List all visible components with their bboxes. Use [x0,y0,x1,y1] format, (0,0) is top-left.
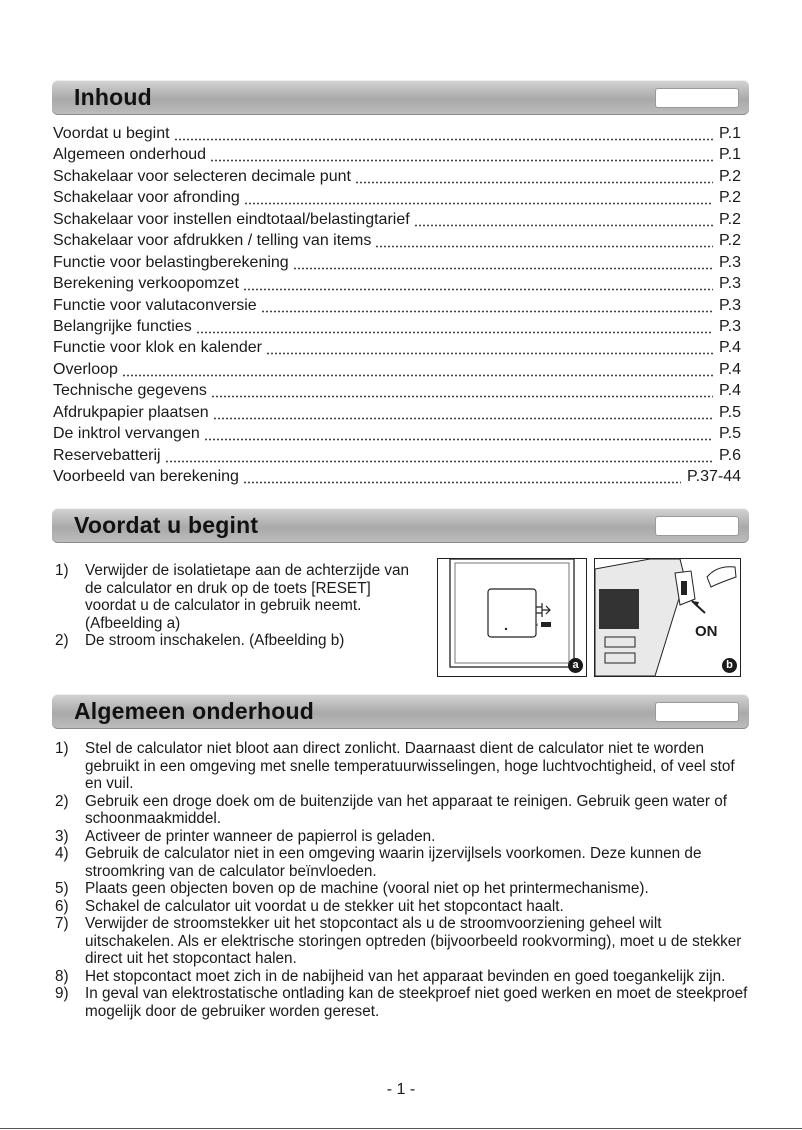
toc-entry-page: P.37-44 [687,468,741,485]
toc-entry-label: Schakelaar voor instellen eindtotaal/belastingtarief [53,210,410,228]
toc-dot-leader [375,230,713,251]
figure-a-badge: a [568,658,583,673]
toc-entry[interactable] [53,166,741,187]
on-label: ON [695,623,718,640]
bottom-divider [0,1128,802,1129]
toc-entry[interactable] [53,209,741,230]
list-item [55,632,425,650]
before-header-bar [52,508,749,543]
list-item-number: 4) [55,845,69,862]
toc-dot-leader [266,337,713,358]
calculator-power-switch-illustration [595,559,740,676]
toc-entry-page: P.3 [719,296,741,314]
list-item [55,828,750,846]
list-item-text: Schakel de calculator uit voordat u de stekker uit het stopcontact haalt. [85,897,564,915]
before-title: Voordat u begint [74,512,259,538]
toc-entry[interactable] [53,466,741,487]
page-number: - 1 - [386,1081,416,1098]
toc-entry-label: Belangrijke functies [53,317,192,335]
toc-entry-page: P.2 [719,232,741,250]
list-item [55,968,750,986]
table-of-contents [53,123,741,487]
toc-dot-leader [165,445,713,466]
list-item-text: Stel de calculator niet bloot aan direct zonlicht. Daarnaast dient de calculator niet te worden gebruikt in een omgeving met snelle temperatuurwisselingen, hoge luchtvochtigheid, of veel stof en vuil. [85,740,735,792]
toc-entry-label: Afdrukpapier plaatsen [53,403,209,421]
maintenance-header-bar [52,694,749,729]
toc-entry-page: P.3 [719,253,741,271]
toc-entry[interactable] [53,144,741,165]
toc-dot-leader [213,402,713,423]
header-tab [655,516,739,536]
list-item-number: 3) [55,827,69,845]
toc-entry[interactable] [53,359,741,380]
list-item [55,898,750,916]
contents-header-bar [52,80,749,115]
toc-entry-page: P.2 [719,167,741,185]
toc-dot-leader [243,273,713,294]
toc-entry-page: P.3 [719,275,741,293]
toc-dot-leader [243,466,681,487]
list-item [55,880,750,898]
toc-entry[interactable] [53,445,741,466]
list-item-text: Activeer de printer wanneer de papierrol is geladen. [85,827,436,845]
toc-entry-label: Algemeen onderhoud [53,146,207,164]
toc-entry[interactable] [53,273,741,294]
toc-entry-page: P.5 [719,425,741,443]
toc-entry[interactable] [53,423,741,444]
list-item-number: 7) [55,915,69,932]
list-item-text: Gebruik de calculator niet in een omgeving waarin ijzervijlsels voorkomen. Deze kunnen de stroomkring van de calculator beïnvloeden. [85,845,702,880]
toc-entry-label: Reservebatterij [53,446,161,464]
header-tab [655,702,739,722]
calculator-back-illustration [438,559,586,676]
toc-entry-label: De inktrol vervangen [53,425,200,443]
list-item-text: Verwijder de isolatietape aan de achterzijde van de calculator en druk op de toets [RESET] voordat u de calculator in gebruik neemt. (Afbeelding a) [85,562,409,632]
list-item-number: 6) [55,897,69,915]
toc-entry-label: Schakelaar voor selecteren decimale punt [53,167,351,185]
contents-title: Inhoud [74,84,152,110]
toc-dot-leader [204,423,713,444]
toc-dot-leader [355,166,713,187]
toc-entry-page: P.4 [719,360,741,378]
figure-b-badge: b [722,658,737,673]
toc-entry-label: Voorbeeld van berekening [53,468,239,485]
toc-dot-leader [414,209,713,230]
toc-dot-leader [196,316,713,337]
toc-entry-page: P.1 [719,146,741,164]
toc-dot-leader [122,359,713,380]
toc-entry[interactable] [53,316,741,337]
list-item [55,985,750,1020]
svg-text:×: × [535,623,539,629]
toc-entry[interactable] [53,187,741,208]
toc-entry-page: P.2 [719,210,741,228]
toc-entry[interactable] [53,337,741,358]
list-item-text: Het stopcontact moet zich in de nabijheid van het apparaat bevinden en goed toegankelijk zijn. [85,967,726,985]
list-item [55,562,425,632]
toc-entry-page: P.4 [719,382,741,400]
toc-dot-leader [210,144,713,165]
list-item [55,915,750,968]
list-item [55,740,750,793]
list-item-number: 2) [55,632,69,649]
toc-entry-label: Berekening verkoopomzet [53,275,239,293]
toc-entry-label: Schakelaar voor afdrukken / telling van items [53,232,372,250]
list-item [55,845,750,880]
list-item-number: 2) [55,792,69,810]
toc-entry-label: Functie voor klok en kalender [53,339,262,357]
toc-entry[interactable] [53,230,741,251]
toc-entry-page: P.3 [719,317,741,335]
header-tab [655,88,739,108]
before-list [55,562,425,650]
toc-dot-leader [211,380,713,401]
figure-b [594,558,741,677]
toc-entry-label: Voordat u begint [53,125,170,142]
list-item-text: Plaats geen objecten boven op de machine (vooral niet op het printermechanisme). [85,880,649,897]
list-item-text: De stroom inschakelen. (Afbeelding b) [85,632,345,649]
toc-entry[interactable] [53,402,741,423]
list-item-text: Gebruik een droge doek om de buitenzijde van het apparaat te reinigen. Gebruik geen water of schoonmaakmiddel. [85,792,728,827]
toc-entry[interactable] [53,380,741,401]
list-item-number: 1) [55,740,69,757]
list-item [55,793,750,828]
toc-dot-leader [293,252,713,273]
toc-dot-leader [174,123,714,144]
list-item-text: Verwijder de stroomstekker uit het stopcontact als u de stroomvoorziening geheel wilt uitschakelen. Als er elektrische storingen optreden (bijvoorbeeld rookvorming), moet u de stekker direct uit het stopcontact halen. [85,915,742,967]
list-item-number: 8) [55,967,69,985]
list-item-number: 1) [55,562,69,579]
toc-entry-page: P.2 [719,189,741,207]
toc-entry-page: P.4 [719,339,741,357]
maintenance-list [55,740,750,1020]
toc-dot-leader [261,295,713,316]
toc-entry-page: P.5 [719,403,741,421]
toc-entry[interactable] [53,123,741,144]
list-item-number: 5) [55,880,69,897]
toc-entry[interactable] [53,295,741,316]
maintenance-title: Algemeen onderhoud [74,698,315,724]
toc-entry-label: Overloop [53,360,118,378]
figure-a [437,558,587,677]
list-item-text: In geval van elektrostatische ontlading kan de steekproef niet goed werken en moet de steekproef mogelijk door de gebruiker worden gereset. [85,985,748,1020]
toc-entry-label: Schakelaar voor afronding [53,189,240,207]
list-item-number: 9) [55,985,69,1002]
toc-entry-page: P.6 [719,446,741,464]
toc-entry-label: Functie voor valutaconversie [53,296,257,314]
toc-entry-page: P.1 [719,125,741,142]
toc-dot-leader [244,187,713,208]
toc-entry-label: Technische gegevens [53,382,207,400]
toc-entry-label: Functie voor belastingberekening [53,253,289,271]
toc-entry[interactable] [53,252,741,273]
